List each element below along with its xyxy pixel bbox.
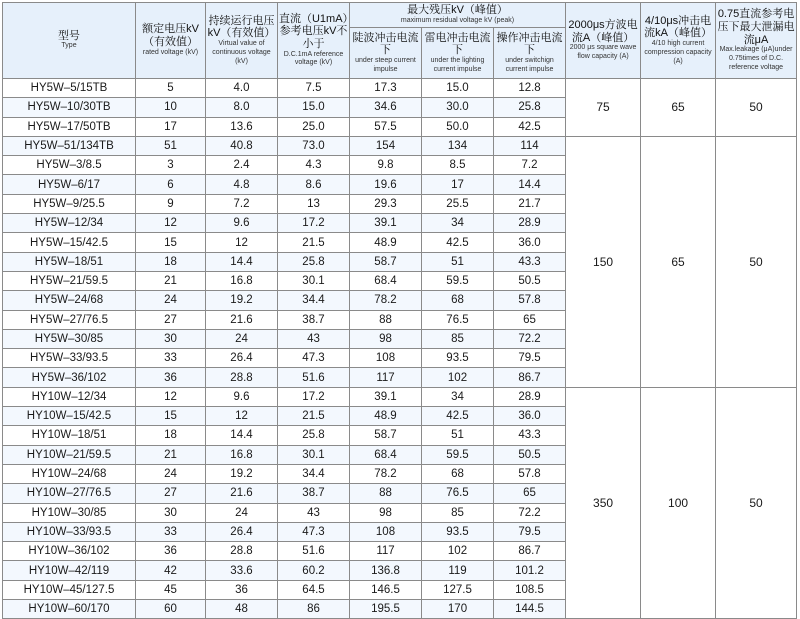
value-cell: 28.8 — [206, 368, 278, 387]
header-rated-voltage: 额定电压kV（有效值） rated voltage (kV) — [136, 3, 206, 79]
table-body — [3, 79, 797, 619]
value-cell: 60.2 — [278, 561, 350, 580]
value-cell: 50.5 — [494, 271, 566, 290]
header-steep: 陡波冲击电流下 under steep current impulse — [350, 28, 422, 79]
value-cell: 19.2 — [206, 464, 278, 483]
value-cell: 12 — [206, 233, 278, 252]
value-cell: 34.6 — [350, 98, 422, 117]
value-cell: 59.5 — [422, 271, 494, 290]
value-cell: 47.3 — [278, 349, 350, 368]
value-cell: 9.6 — [206, 387, 278, 406]
value-cell: 76.5 — [422, 484, 494, 503]
leak-group-cell: 50 — [716, 387, 797, 619]
header-type: 型号 Type — [3, 3, 136, 79]
value-cell: 170 — [422, 600, 494, 619]
value-cell: 79.5 — [494, 522, 566, 541]
value-cell: 78.2 — [350, 291, 422, 310]
value-cell: 101.2 — [494, 561, 566, 580]
value-cell: 42.5 — [494, 117, 566, 136]
high-group-cell: 100 — [641, 387, 716, 619]
value-cell: 15 — [136, 407, 206, 426]
value-cell: 117 — [350, 542, 422, 561]
value-cell: 85 — [422, 329, 494, 348]
type-cell: HY10W–12/34 — [3, 387, 136, 406]
value-cell: 28.8 — [206, 542, 278, 561]
type-cell: HY5W–33/93.5 — [3, 349, 136, 368]
value-cell: 12 — [206, 407, 278, 426]
table-row — [3, 136, 797, 155]
type-cell: HY10W–33/93.5 — [3, 522, 136, 541]
value-cell: 9.8 — [350, 156, 422, 175]
value-cell: 78.2 — [350, 464, 422, 483]
value-cell: 34.4 — [278, 464, 350, 483]
value-cell: 42.5 — [422, 407, 494, 426]
value-cell: 8.5 — [422, 156, 494, 175]
value-cell: 57.8 — [494, 291, 566, 310]
value-cell: 86.7 — [494, 542, 566, 561]
header-continuous-voltage: 持续运行电压kV（有效值） Virtual value of continuous voltage (kV) — [206, 3, 278, 79]
value-cell: 14.4 — [494, 175, 566, 194]
value-cell: 33 — [136, 522, 206, 541]
value-cell: 16.8 — [206, 445, 278, 464]
value-cell: 17.3 — [350, 79, 422, 98]
type-cell: HY5W–24/68 — [3, 291, 136, 310]
value-cell: 17.2 — [278, 214, 350, 233]
value-cell: 136.8 — [350, 561, 422, 580]
value-cell: 76.5 — [422, 310, 494, 329]
value-cell: 93.5 — [422, 349, 494, 368]
value-cell: 51.6 — [278, 542, 350, 561]
value-cell: 102 — [422, 368, 494, 387]
type-cell: HY5W–12/34 — [3, 214, 136, 233]
value-cell: 21.5 — [278, 407, 350, 426]
value-cell: 42.5 — [422, 233, 494, 252]
value-cell: 15.0 — [278, 98, 350, 117]
type-cell: HY10W–45/127.5 — [3, 580, 136, 599]
value-cell: 127.5 — [422, 580, 494, 599]
type-cell: HY5W–30/85 — [3, 329, 136, 348]
value-cell: 15 — [136, 233, 206, 252]
value-cell: 43 — [278, 503, 350, 522]
value-cell: 26.4 — [206, 349, 278, 368]
value-cell: 102 — [422, 542, 494, 561]
value-cell: 27 — [136, 310, 206, 329]
type-cell: HY5W–21/59.5 — [3, 271, 136, 290]
value-cell: 51 — [422, 426, 494, 445]
value-cell: 195.5 — [350, 600, 422, 619]
value-cell: 119 — [422, 561, 494, 580]
header-residual-voltage: 最大残压kV（峰值） maximum residual voltage kV (peak) — [350, 3, 566, 28]
leak-group-cell: 50 — [716, 136, 797, 387]
value-cell: 58.7 — [350, 426, 422, 445]
value-cell: 28.9 — [494, 214, 566, 233]
type-cell: HY10W–18/51 — [3, 426, 136, 445]
value-cell: 50.0 — [422, 117, 494, 136]
value-cell: 21.7 — [494, 194, 566, 213]
value-cell: 21 — [136, 445, 206, 464]
value-cell: 64.5 — [278, 580, 350, 599]
value-cell: 2.4 — [206, 156, 278, 175]
value-cell: 51.6 — [278, 368, 350, 387]
value-cell: 4.0 — [206, 79, 278, 98]
type-cell: HY5W–3/8.5 — [3, 156, 136, 175]
value-cell: 33.6 — [206, 561, 278, 580]
value-cell: 4.3 — [278, 156, 350, 175]
value-cell: 17 — [136, 117, 206, 136]
value-cell: 12.8 — [494, 79, 566, 98]
type-cell: HY5W–18/51 — [3, 252, 136, 271]
square-group-cell: 75 — [566, 79, 641, 137]
leak-group-cell: 50 — [716, 79, 797, 137]
table-row — [3, 387, 797, 406]
value-cell: 43.3 — [494, 252, 566, 271]
value-cell: 73.0 — [278, 136, 350, 155]
value-cell: 13.6 — [206, 117, 278, 136]
header-high-current: 4/10μs冲击电流kA（峰值） 4/10 high current compression capacity (A) — [641, 3, 716, 79]
value-cell: 144.5 — [494, 600, 566, 619]
type-cell: HY5W–6/17 — [3, 175, 136, 194]
value-cell: 45 — [136, 580, 206, 599]
value-cell: 9 — [136, 194, 206, 213]
type-cell: HY10W–15/42.5 — [3, 407, 136, 426]
value-cell: 27 — [136, 484, 206, 503]
value-cell: 9.6 — [206, 214, 278, 233]
value-cell: 36.0 — [494, 233, 566, 252]
value-cell: 57.8 — [494, 464, 566, 483]
value-cell: 21 — [136, 271, 206, 290]
value-cell: 108 — [350, 349, 422, 368]
value-cell: 7.2 — [206, 194, 278, 213]
value-cell: 154 — [350, 136, 422, 155]
value-cell: 88 — [350, 310, 422, 329]
type-cell: HY5W–15/42.5 — [3, 233, 136, 252]
value-cell: 24 — [206, 503, 278, 522]
type-cell: HY10W–60/170 — [3, 600, 136, 619]
square-group-cell: 150 — [566, 136, 641, 387]
value-cell: 34 — [422, 387, 494, 406]
value-cell: 117 — [350, 368, 422, 387]
value-cell: 68.4 — [350, 271, 422, 290]
value-cell: 108 — [350, 522, 422, 541]
header-lightning: 雷电冲击电流下 under the lighting current impulse — [422, 28, 494, 79]
value-cell: 29.3 — [350, 194, 422, 213]
value-cell: 24 — [206, 329, 278, 348]
value-cell: 40.8 — [206, 136, 278, 155]
arrester-spec-table — [2, 2, 797, 619]
type-cell: HY5W–17/50TB — [3, 117, 136, 136]
value-cell: 72.2 — [494, 503, 566, 522]
value-cell: 43.3 — [494, 426, 566, 445]
value-cell: 68.4 — [350, 445, 422, 464]
value-cell: 24 — [136, 464, 206, 483]
value-cell: 86 — [278, 600, 350, 619]
value-cell: 48.9 — [350, 233, 422, 252]
value-cell: 43 — [278, 329, 350, 348]
value-cell: 36 — [206, 580, 278, 599]
value-cell: 25.0 — [278, 117, 350, 136]
value-cell: 88 — [350, 484, 422, 503]
square-group-cell: 350 — [566, 387, 641, 619]
value-cell: 98 — [350, 329, 422, 348]
value-cell: 10 — [136, 98, 206, 117]
type-cell: HY5W–27/76.5 — [3, 310, 136, 329]
type-cell: HY10W–30/85 — [3, 503, 136, 522]
value-cell: 7.5 — [278, 79, 350, 98]
type-cell: HY10W–36/102 — [3, 542, 136, 561]
value-cell: 7.2 — [494, 156, 566, 175]
value-cell: 85 — [422, 503, 494, 522]
value-cell: 30 — [136, 329, 206, 348]
value-cell: 13 — [278, 194, 350, 213]
value-cell: 21.6 — [206, 310, 278, 329]
value-cell: 26.4 — [206, 522, 278, 541]
type-cell: HY10W–24/68 — [3, 464, 136, 483]
type-cell: HY5W–9/25.5 — [3, 194, 136, 213]
value-cell: 36 — [136, 542, 206, 561]
value-cell: 8.6 — [278, 175, 350, 194]
type-cell: HY5W–10/30TB — [3, 98, 136, 117]
value-cell: 48.9 — [350, 407, 422, 426]
value-cell: 33 — [136, 349, 206, 368]
type-cell: HY10W–21/59.5 — [3, 445, 136, 464]
table-row — [3, 79, 797, 98]
value-cell: 14.4 — [206, 426, 278, 445]
type-cell: HY10W–27/76.5 — [3, 484, 136, 503]
value-cell: 4.8 — [206, 175, 278, 194]
value-cell: 24 — [136, 291, 206, 310]
type-cell: HY5W–5/15TB — [3, 79, 136, 98]
value-cell: 114 — [494, 136, 566, 155]
value-cell: 17.2 — [278, 387, 350, 406]
value-cell: 25.8 — [494, 98, 566, 117]
value-cell: 6 — [136, 175, 206, 194]
value-cell: 65 — [494, 484, 566, 503]
value-cell: 39.1 — [350, 387, 422, 406]
value-cell: 14.4 — [206, 252, 278, 271]
value-cell: 42 — [136, 561, 206, 580]
value-cell: 5 — [136, 79, 206, 98]
value-cell: 30.1 — [278, 271, 350, 290]
value-cell: 25.8 — [278, 252, 350, 271]
value-cell: 86.7 — [494, 368, 566, 387]
value-cell: 19.6 — [350, 175, 422, 194]
value-cell: 68 — [422, 464, 494, 483]
value-cell: 15.0 — [422, 79, 494, 98]
value-cell: 108.5 — [494, 580, 566, 599]
value-cell: 65 — [494, 310, 566, 329]
value-cell: 16.8 — [206, 271, 278, 290]
value-cell: 98 — [350, 503, 422, 522]
type-cell: HY5W–51/134TB — [3, 136, 136, 155]
value-cell: 47.3 — [278, 522, 350, 541]
header-square-wave: 2000μs方波电流A（峰值） 2000 μs square wave flow capacity (A) — [566, 3, 641, 79]
high-group-cell: 65 — [641, 136, 716, 387]
value-cell: 8.0 — [206, 98, 278, 117]
header-dc-reference: 直流（U1mA）参考电压kV不小于 D.C.1mA reference voltage (kV) — [278, 3, 350, 79]
value-cell: 28.9 — [494, 387, 566, 406]
value-cell: 30.1 — [278, 445, 350, 464]
value-cell: 58.7 — [350, 252, 422, 271]
value-cell: 134 — [422, 136, 494, 155]
value-cell: 48 — [206, 600, 278, 619]
value-cell: 34.4 — [278, 291, 350, 310]
value-cell: 25.5 — [422, 194, 494, 213]
value-cell: 30 — [136, 503, 206, 522]
value-cell: 146.5 — [350, 580, 422, 599]
value-cell: 36 — [136, 368, 206, 387]
value-cell: 18 — [136, 252, 206, 271]
value-cell: 19.2 — [206, 291, 278, 310]
high-group-cell: 65 — [641, 79, 716, 137]
value-cell: 93.5 — [422, 522, 494, 541]
value-cell: 25.8 — [278, 426, 350, 445]
value-cell: 17 — [422, 175, 494, 194]
spec-table-container — [2, 2, 796, 619]
value-cell: 30.0 — [422, 98, 494, 117]
value-cell: 57.5 — [350, 117, 422, 136]
value-cell: 50.5 — [494, 445, 566, 464]
value-cell: 72.2 — [494, 329, 566, 348]
value-cell: 51 — [136, 136, 206, 155]
value-cell: 68 — [422, 291, 494, 310]
value-cell: 21.6 — [206, 484, 278, 503]
value-cell: 3 — [136, 156, 206, 175]
value-cell: 18 — [136, 426, 206, 445]
value-cell: 51 — [422, 252, 494, 271]
value-cell: 38.7 — [278, 484, 350, 503]
value-cell: 36.0 — [494, 407, 566, 426]
value-cell: 38.7 — [278, 310, 350, 329]
value-cell: 59.5 — [422, 445, 494, 464]
type-cell: HY10W–42/119 — [3, 561, 136, 580]
header-switching: 操作冲击电流下 under switchign current impulse — [494, 28, 566, 79]
value-cell: 21.5 — [278, 233, 350, 252]
value-cell: 60 — [136, 600, 206, 619]
value-cell: 12 — [136, 387, 206, 406]
value-cell: 79.5 — [494, 349, 566, 368]
value-cell: 39.1 — [350, 214, 422, 233]
value-cell: 34 — [422, 214, 494, 233]
value-cell: 12 — [136, 214, 206, 233]
header-leakage: 0.75直流参考电压下最大泄漏电流μA Max.leakage (μA)under 0.75times of D.C. reference voltage — [716, 3, 797, 79]
type-cell: HY5W–36/102 — [3, 368, 136, 387]
